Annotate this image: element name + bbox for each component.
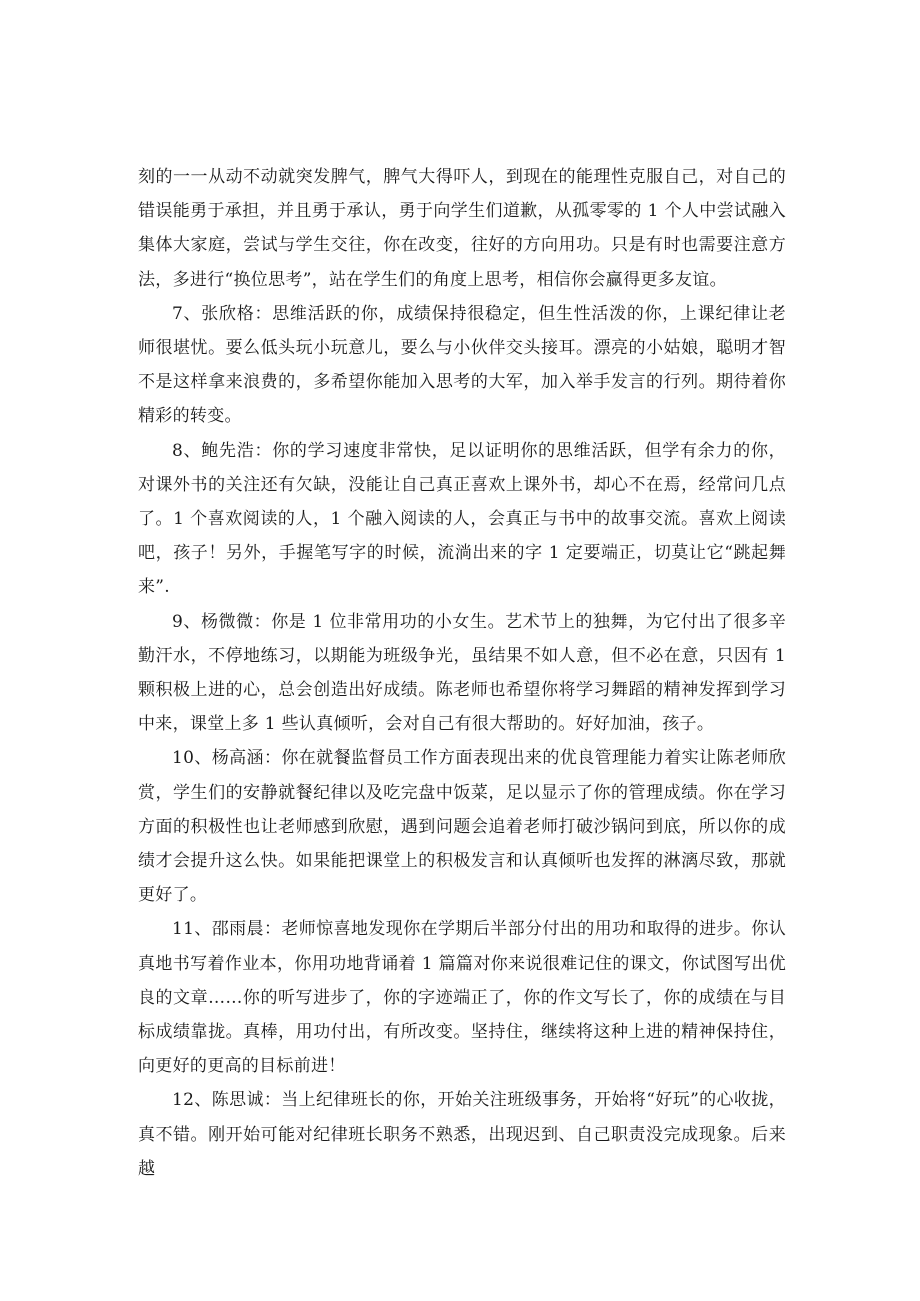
paragraph-comment-11: 11、邵雨晨：老师惊喜地发现你在学期后半部分付出的用功和取得的进步。你认真地书写着作业本，你用功地背诵着 1 篇篇对你来说很难记住的课文，你试图写出优良的文章……你的听写进步了，你的字迹端正了，你的作文写长了，你的成绩在与目标成绩靠拢。真棒，用功付出，有所改变。坚持住，继续将这种上进的精神保持住，向更好的更高的目标前进！ [138,919,786,1077]
paragraph-comment-8: 8、鲍先浩：你的学习速度非常快，足以证明你的思维活跃，但学有余力的你，对课外书的关注还有欠缺，没能让自己真正喜欢上课外书，却心不在焉，经常问几点了。1 个喜欢阅读的人，1 个融入阅读的人，会真正与书中的故事交流。喜欢上阅读吧，孩子！另外，手握笔写字的时候，流淌出来的字 1 定要端正，切莫让它“跳起舞来”. [138,440,786,598]
paragraph-continuation: 刻的一一从动不动就突发脾气，脾气大得吓人，到现在的能理性克服自己，对自己的错误能勇于承担，并且勇于承认，勇于向学生们道歉，从孤零零的 1 个人中尝试融入集体大家庭，尝试与学生交往，你在改变，往好的方向用功。只是有时也需要注意方法，多进行“换位思考”，站在学生们的角度上思考，相信你会赢得更多友谊。 [138,167,786,290]
paragraph-comment-10: 10、杨高涵：你在就餐监督员工作方面表现出来的优良管理能力着实让陈老师欣赏，学生们的安静就餐纪律以及吃完盘中饭菜，足以显示了你的管理成绩。你在学习方面的积极性也让老师感到欣慰，遇到问题会追着老师打破沙锅问到底，所以你的成绩才会提升这么快。如果能把课堂上的积极发言和认真倾听也发挥的淋漓尽致，那就更好了。 [138,748,786,906]
paragraph-comment-12: 12、陈思诚：当上纪律班长的你，开始关注班级事务，开始将“好玩”的心收拢，真不错。刚开始可能对纪律班长职务不熟悉，出现迟到、自己职责没完成现象。后来越 [138,1090,786,1179]
paragraph-comment-9: 9、杨微微：你是 1 位非常用功的小女生。艺术节上的独舞，为它付出了很多辛勤汗水，不停地练习，以期能为班级争光，虽结果不如人意，但不必在意，只因有 1 颗积极上进的心，总会创造出好成绩。陈老师也希望你将学习舞蹈的精神发挥到学习中来，课堂上多 1 些认真倾听，会对自己有很大帮助的。好好加油，孩子。 [138,611,786,735]
paragraph-comment-7: 7、张欣格：思维活跃的你，成绩保持很稳定，但生性活泼的你，上课纪律让老师很堪忧。要么低头玩小玩意儿，要么与小伙伴交头接耳。漂亮的小姑娘，聪明才智不是这样拿来浪费的，多希望你能加入思考的大军，加入举手发言的行列。期待着你精彩的转变。 [138,303,786,427]
document-body [138,160,786,1186]
